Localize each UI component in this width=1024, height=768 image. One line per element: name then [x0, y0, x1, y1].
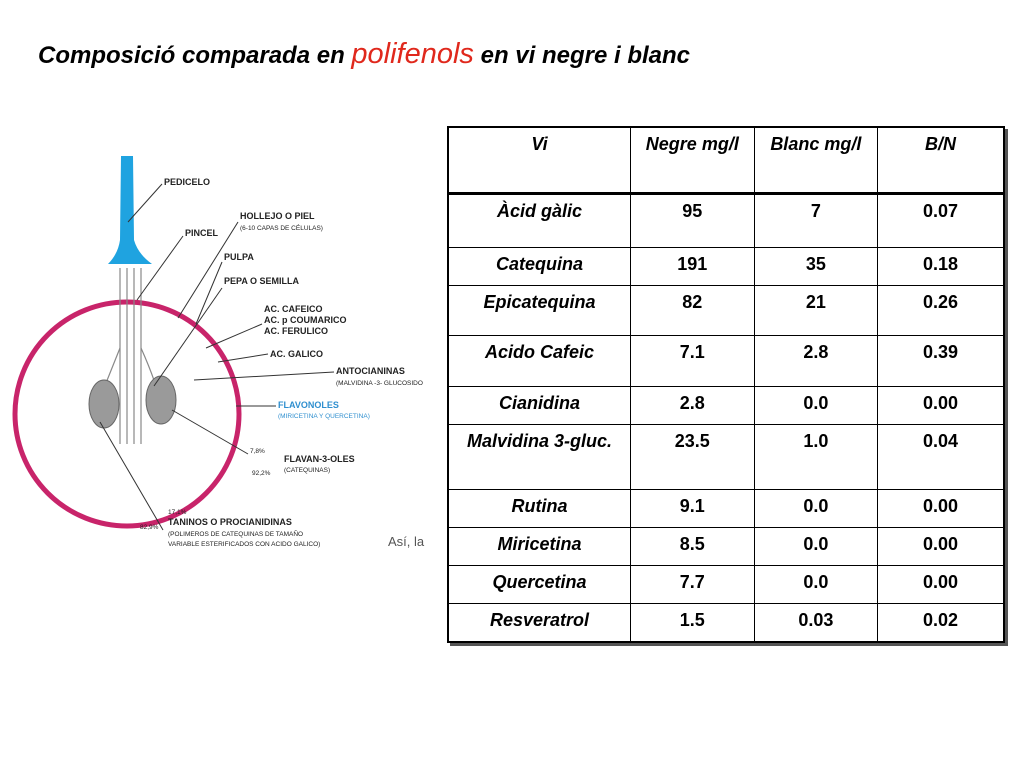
- cell-compound: Catequina: [448, 248, 631, 286]
- label-pct-922: 92,2%: [252, 470, 271, 477]
- label-acid-3: AC. FERULICO: [264, 326, 328, 336]
- table-row: [448, 286, 1004, 336]
- cell-ratio: 0.07: [878, 194, 1004, 248]
- cell-compound: Acido Cafeic: [448, 336, 631, 387]
- grape-diagram-svg: [0, 148, 425, 558]
- label-hollejo-sub: (6-10 CAPAS DE CÉLULAS): [240, 225, 323, 232]
- header-negre: Negre mg/l: [631, 127, 755, 194]
- label-taninos-sub2: VARIABLE ESTERIFICADOS CON ACIDO GALICO): [168, 541, 321, 548]
- seed-left: [89, 380, 119, 428]
- title-part2: en vi negre i blanc: [473, 42, 691, 69]
- cell-negre: 82: [631, 286, 755, 336]
- label-antocianinas: ANTOCIANINAS: [336, 366, 405, 376]
- label-pct-171: 17,1%: [168, 509, 187, 516]
- table-header-row: [448, 127, 1004, 194]
- cell-ratio: 0.26: [878, 286, 1004, 336]
- cell-ratio: 0.00: [878, 566, 1004, 604]
- table-row: [448, 528, 1004, 566]
- label-antocianinas-sub: (MALVIDINA -3- GLUCOSIDO: [336, 380, 423, 387]
- label-galico: AC. GALICO: [270, 349, 323, 359]
- label-pulpa: PULPA: [224, 252, 254, 262]
- cell-negre: 8.5: [631, 528, 755, 566]
- cell-blanc: 35: [754, 248, 878, 286]
- table-row: [448, 387, 1004, 425]
- seed-right: [146, 376, 176, 424]
- label-hollejo: HOLLEJO O PIEL: [240, 211, 315, 221]
- cell-compound: Cianidina: [448, 387, 631, 425]
- cell-ratio: 0.18: [878, 248, 1004, 286]
- label-flavonoles: FLAVONOLES: [278, 400, 339, 410]
- cell-negre: 2.8: [631, 387, 755, 425]
- cell-compound: Miricetina: [448, 528, 631, 566]
- cell-negre: 191: [631, 248, 755, 286]
- cell-ratio: 0.00: [878, 490, 1004, 528]
- table-row: [448, 490, 1004, 528]
- polyphenol-table: [447, 126, 1005, 643]
- cell-negre: 23.5: [631, 425, 755, 490]
- table-row: [448, 566, 1004, 604]
- label-pct-829: 82,9%: [140, 524, 159, 531]
- label-flavonoles-sub: (MIRICETINA Y QUERCETINA): [278, 413, 370, 420]
- cell-blanc: 7: [754, 194, 878, 248]
- cell-compound: Resveratrol: [448, 604, 631, 643]
- edge-text: Así, la: [388, 534, 425, 549]
- title-part1: Composició comparada en: [38, 42, 352, 69]
- cell-blanc: 2.8: [754, 336, 878, 387]
- cell-blanc: 0.0: [754, 566, 878, 604]
- cell-ratio: 0.02: [878, 604, 1004, 643]
- title-highlight: polifenols: [351, 38, 474, 70]
- cell-negre: 1.5: [631, 604, 755, 643]
- label-catequinas: (CATEQUINAS): [284, 467, 331, 474]
- grape-diagram: [0, 148, 425, 558]
- pedicel-stem: [108, 156, 152, 264]
- cell-ratio: 0.00: [878, 387, 1004, 425]
- label-taninos: TANINOS O PROCIANIDINAS: [168, 517, 292, 527]
- cell-blanc: 0.0: [754, 528, 878, 566]
- cell-negre: 95: [631, 194, 755, 248]
- cell-blanc: 0.0: [754, 387, 878, 425]
- label-pincel: PINCEL: [185, 228, 219, 238]
- label-acid-1: AC. CAFEICO: [264, 304, 323, 314]
- header-bn: B/N: [878, 127, 1004, 194]
- label-flavan: FLAVAN-3-OLES: [284, 454, 355, 464]
- cell-compound: Malvidina 3-gluc.: [448, 425, 631, 490]
- cell-compound: Quercetina: [448, 566, 631, 604]
- cell-blanc: 0.0: [754, 490, 878, 528]
- label-pedicelo: PEDICELO: [164, 177, 211, 187]
- cell-ratio: 0.39: [878, 336, 1004, 387]
- header-blanc: Blanc mg/l: [754, 127, 878, 194]
- table-row: [448, 336, 1004, 387]
- cell-negre: 7.7: [631, 566, 755, 604]
- cell-compound: Àcid gàlic: [448, 194, 631, 248]
- cell-ratio: 0.04: [878, 425, 1004, 490]
- header-vi: Vi: [448, 127, 631, 194]
- table-row: [448, 194, 1004, 248]
- cell-negre: 7.1: [631, 336, 755, 387]
- table-row: [448, 425, 1004, 490]
- label-pct-78: 7,8%: [250, 448, 265, 455]
- cell-negre: 9.1: [631, 490, 755, 528]
- table-row: [448, 604, 1004, 643]
- cell-ratio: 0.00: [878, 528, 1004, 566]
- label-acid-2: AC. p COUMARICO: [264, 315, 347, 325]
- cell-blanc: 0.03: [754, 604, 878, 643]
- cell-compound: Epicatequina: [448, 286, 631, 336]
- slide-title: [38, 38, 690, 71]
- label-pepa: PEPA O SEMILLA: [224, 276, 300, 286]
- table-row: [448, 248, 1004, 286]
- label-taninos-sub1: (POLIMEROS DE CATEQUINAS DE TAMAÑO: [168, 531, 304, 538]
- cell-blanc: 21: [754, 286, 878, 336]
- cell-blanc: 1.0: [754, 425, 878, 490]
- cell-compound: Rutina: [448, 490, 631, 528]
